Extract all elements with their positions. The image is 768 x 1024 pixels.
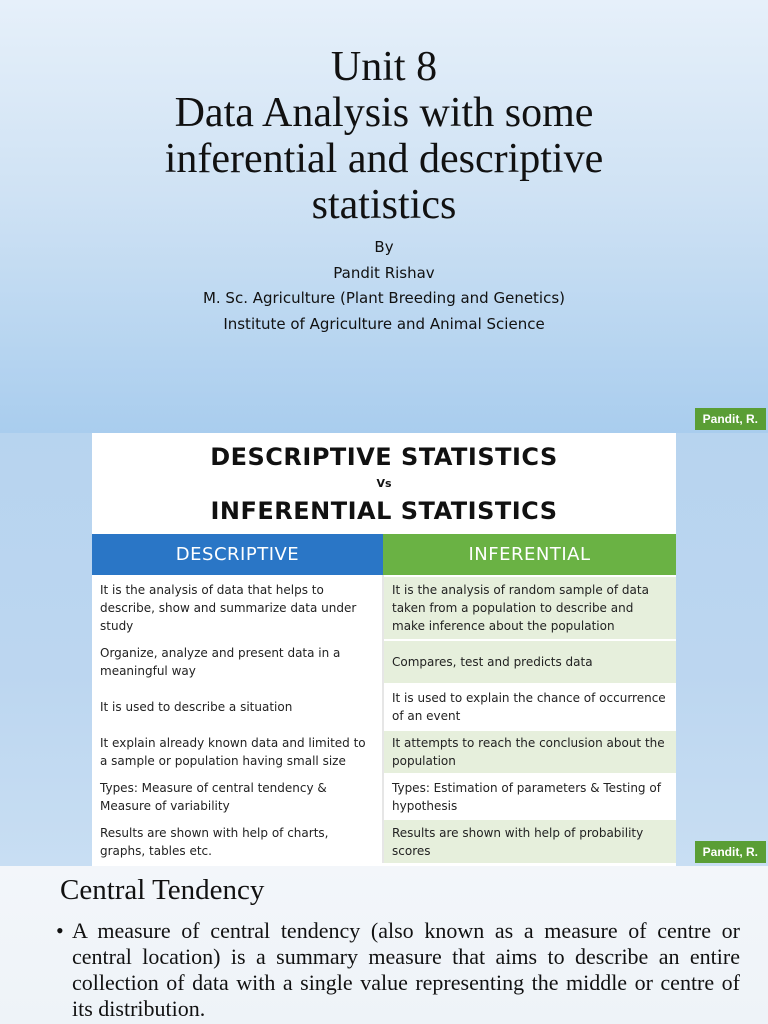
author-badge: Pandit, R. [695, 841, 766, 863]
table-row [92, 576, 676, 640]
descriptive-cell: Types: Measure of central tendency & Measure of variability [92, 774, 383, 819]
comparison-panel [92, 433, 676, 866]
heading-vs: Vs [376, 477, 392, 490]
descriptive-cell: Results are shown with help of charts, graphs, tables etc. [92, 819, 383, 863]
author-name: Pandit Rishav [333, 263, 435, 282]
inferential-cell: Results are shown with help of probability scores [383, 819, 676, 863]
table-row [92, 684, 676, 730]
bullet-item [56, 918, 740, 1022]
descriptive-cell: It explain already known data and limited to a sample or population having small size [92, 730, 383, 774]
bullet-icon: • [56, 918, 64, 943]
inferential-cell: It is the analysis of random sample of data taken from a population to describe and make inference about the population [383, 576, 676, 640]
table-row [92, 819, 676, 863]
column-header-inferential: INFERENTIAL [383, 534, 676, 576]
bullet-text: A measure of central tendency (also known as a measure of centre or central location) is a summary measure that aims to describe an entire collection of data with a single value representing the middle or centre of its distribution. [72, 918, 740, 1021]
slide-title [0, 44, 768, 228]
heading-descriptive: DESCRIPTIVE STATISTICS [210, 443, 558, 471]
comparison-table [92, 534, 676, 863]
title-line-4: statistics [311, 182, 457, 228]
title-line-1: Unit 8 [330, 44, 438, 90]
author-block [0, 235, 768, 337]
table-row [92, 730, 676, 774]
title-slide [0, 0, 768, 433]
author-degree: M. Sc. Agriculture (Plant Breeding and Genetics) [202, 289, 566, 307]
author-institute: Institute of Agriculture and Animal Science [223, 314, 545, 333]
descriptive-cell: It is used to describe a situation [92, 684, 383, 730]
table-row [92, 774, 676, 819]
inferential-cell: It attempts to reach the conclusion about the population [383, 730, 676, 774]
by-label: By [374, 238, 394, 256]
table-row [92, 640, 676, 684]
title-line-2: Data Analysis with some [174, 90, 594, 136]
title-line-3: inferential and descriptive [164, 136, 604, 182]
descriptive-cell: Organize, analyze and present data in a meaningful way [92, 640, 383, 684]
heading-inferential: INFERENTIAL STATISTICS [210, 497, 558, 525]
descriptive-cell: It is the analysis of data that helps to describe, show and summarize data under study [92, 576, 383, 640]
section-title: Central Tendency [60, 874, 265, 906]
inferential-cell: Types: Estimation of parameters & Testing of hypothesis [383, 774, 676, 819]
inferential-cell: Compares, test and predicts data [383, 640, 676, 684]
inferential-cell: It is used to explain the chance of occurrence of an event [383, 684, 676, 730]
author-badge: Pandit, R. [695, 408, 766, 430]
comparison-slide [0, 433, 768, 866]
central-tendency-slide [0, 866, 768, 1024]
column-header-descriptive: DESCRIPTIVE [92, 534, 383, 576]
